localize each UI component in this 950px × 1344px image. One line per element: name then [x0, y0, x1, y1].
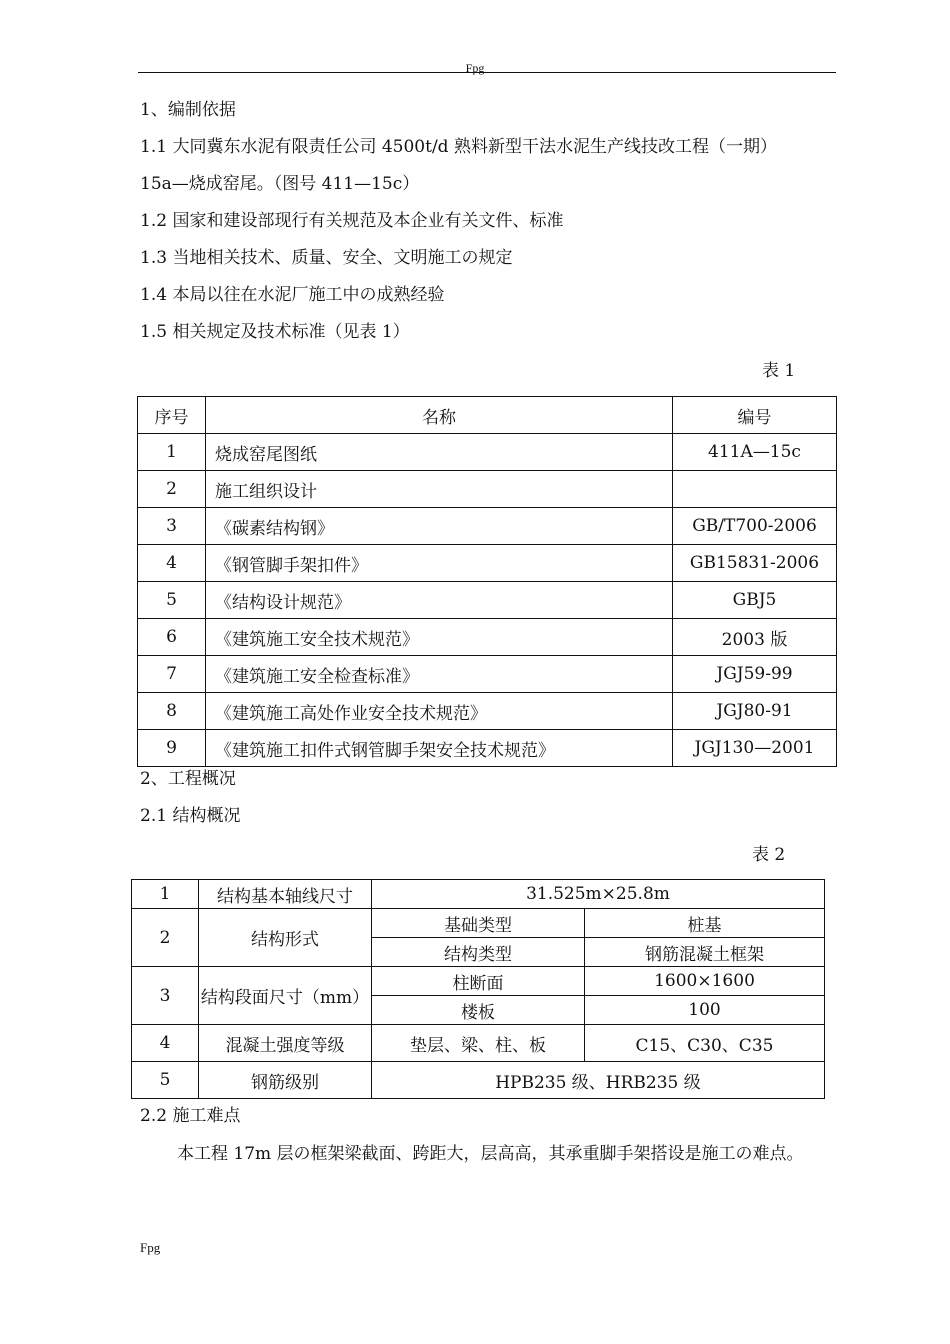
row-label: 结构段面尺寸（mm） — [199, 967, 372, 1025]
item-1-3: 1.3 当地相关技术、质量、安全、文明施工の规定 — [140, 248, 513, 268]
row-code: JGJ59-99 — [673, 656, 837, 693]
header-rule — [138, 72, 836, 73]
row-no: 2 — [138, 471, 206, 508]
row-value: 31.525m×25.8m — [372, 880, 825, 909]
table-row — [138, 730, 837, 767]
row-no: 5 — [132, 1062, 199, 1099]
row-no: 1 — [132, 880, 199, 909]
table-row — [132, 1062, 825, 1099]
table-row — [138, 545, 837, 582]
sub-value: 100 — [585, 996, 825, 1025]
row-code — [673, 471, 837, 508]
section-1-heading: 1、编制依据 — [140, 100, 236, 120]
section-2-1-heading: 2.1 结构概况 — [140, 806, 241, 826]
table-2-caption: 表 2 — [752, 845, 786, 865]
row-name: 《建筑施工安全技术规范》 — [206, 619, 673, 656]
page-header: Fpg — [465, 61, 485, 75]
sub-value: 1600×1600 — [585, 967, 825, 996]
row-name: 烧成窑尾图纸 — [206, 434, 673, 471]
item-1-4: 1.4 本局以往在水泥厂施工中の成熟经验 — [140, 285, 445, 305]
row-code: GB/T700-2006 — [673, 508, 837, 545]
row-no: 3 — [138, 508, 206, 545]
item-1-1-line-1: 1.1 大同冀东水泥有限责任公司 4500t/d 熟料新型干法水泥生产线技改工程（一期） — [140, 137, 777, 157]
page-footer: Fpg — [140, 1240, 161, 1255]
section-2-heading: 2、工程概况 — [140, 769, 236, 789]
row-name: 《钢管脚手架扣件》 — [206, 545, 673, 582]
table-header-row — [138, 397, 837, 434]
row-value: HPB235 级、HRB235 级 — [372, 1062, 825, 1099]
row-code: JGJ130—2001 — [673, 730, 837, 767]
row-name: 施工组织设计 — [206, 471, 673, 508]
row-label: 结构形式 — [199, 909, 372, 967]
row-code: GB15831-2006 — [673, 545, 837, 582]
row-no: 6 — [138, 619, 206, 656]
row-value: C15、C30、C35 — [585, 1025, 825, 1062]
row-no: 7 — [138, 656, 206, 693]
sub-key: 基础类型 — [372, 909, 585, 938]
row-label: 钢筋级别 — [199, 1062, 372, 1099]
header-cell-name: 名称 — [206, 397, 673, 434]
row-no: 5 — [138, 582, 206, 619]
row-no: 3 — [132, 967, 199, 1025]
sub-value: 钢筋混凝土框架 — [585, 938, 825, 967]
table-row — [132, 1025, 825, 1062]
table-row — [132, 967, 825, 996]
standards-table — [137, 396, 837, 767]
row-name: 《结构设计规范》 — [206, 582, 673, 619]
row-name: 《碳素结构钢》 — [206, 508, 673, 545]
table-row — [138, 656, 837, 693]
row-no: 2 — [132, 909, 199, 967]
item-1-1-line-2: 15a—烧成窑尾。（图号 411—15c） — [140, 174, 420, 194]
difficulty-paragraph: 本工程 17m 层の框架梁截面、跨距大，层高高，其承重脚手架搭设是施工の难点。 — [177, 1144, 804, 1164]
header-cell-code: 编号 — [673, 397, 837, 434]
row-no: 1 — [138, 434, 206, 471]
table-row — [138, 508, 837, 545]
sub-key: 垫层、梁、柱、板 — [372, 1025, 585, 1062]
row-name: 《建筑施工扣件式钢管脚手架安全技术规范》 — [206, 730, 673, 767]
table-row — [132, 909, 825, 938]
row-code: 411A—15c — [673, 434, 837, 471]
structure-table — [131, 879, 825, 1099]
row-name: 《建筑施工安全检查标准》 — [206, 656, 673, 693]
table-row — [132, 880, 825, 909]
sub-key: 结构类型 — [372, 938, 585, 967]
section-2-2-heading: 2.2 施工难点 — [140, 1106, 241, 1126]
table-row — [138, 434, 837, 471]
row-label: 混凝土强度等级 — [199, 1025, 372, 1062]
table-row — [138, 471, 837, 508]
row-name: 《建筑施工高处作业安全技术规范》 — [206, 693, 673, 730]
sub-key: 柱断面 — [372, 967, 585, 996]
table-row — [138, 582, 837, 619]
item-1-2: 1.2 国家和建设部现行有关规范及本企业有关文件、标准 — [140, 211, 564, 231]
table-row — [138, 619, 837, 656]
row-no: 4 — [132, 1025, 199, 1062]
row-label: 结构基本轴线尺寸 — [199, 880, 372, 909]
sub-value: 桩基 — [585, 909, 825, 938]
header-cell-no: 序号 — [138, 397, 206, 434]
row-code: JGJ80-91 — [673, 693, 837, 730]
sub-key: 楼板 — [372, 996, 585, 1025]
table-row — [138, 693, 837, 730]
table-1-caption: 表 1 — [762, 361, 796, 381]
row-no: 4 — [138, 545, 206, 582]
row-no: 9 — [138, 730, 206, 767]
row-no: 8 — [138, 693, 206, 730]
row-code: GBJ5 — [673, 582, 837, 619]
item-1-5: 1.5 相关规定及技术标准（见表 1） — [140, 322, 410, 342]
row-code: 2003 版 — [673, 619, 837, 656]
